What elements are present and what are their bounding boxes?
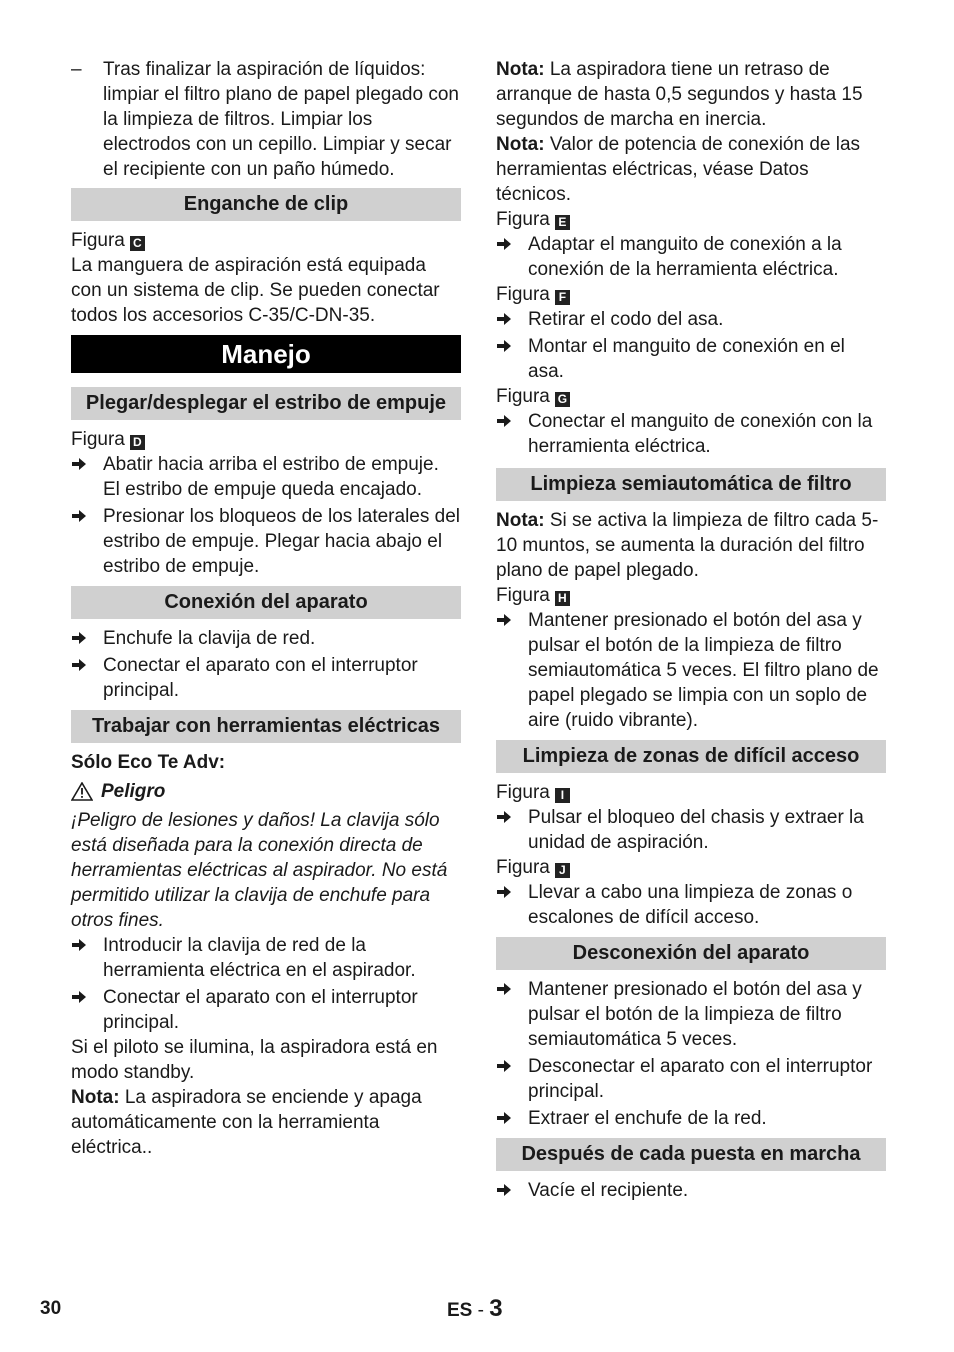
- step-list: [496, 977, 886, 1131]
- arrow-right-icon: [496, 608, 528, 733]
- note: Nota: Si se activa la limpieza de filtro cada 5-10 muntos, se aumenta la duración del filtro plano de papel plegado.: [496, 510, 879, 581]
- list-item: [496, 1054, 886, 1104]
- step-text: Abatir hacia arriba el estribo de empuje. El estribo de empuje queda encajado.: [103, 454, 439, 500]
- arrow-right-icon: [496, 1178, 528, 1203]
- step-list: [71, 626, 461, 703]
- step-text: Montar el manguito de conexión en el asa.: [528, 336, 845, 382]
- paragraph: Si el piloto se ilumina, la aspiradora está en modo standby.: [71, 1037, 438, 1083]
- warning-text: ¡Peligro de lesiones y daños! La clavija sólo está diseñada para la conexión directa de herramientas eléctricas al aspirador. No está permitido utilizar la clavija de enchufe para otros fines.: [71, 810, 448, 931]
- list-item: [496, 608, 886, 733]
- section-title-trabajar: Trabajar con herramientas eléctricas: [71, 710, 461, 743]
- step-list: [496, 608, 886, 733]
- list-item: [71, 653, 461, 703]
- list-item: [496, 409, 886, 459]
- arrow-right-icon: [496, 1054, 528, 1104]
- arrow-right-icon: [71, 985, 103, 1035]
- left-column: [71, 57, 461, 1160]
- page-number: 30: [40, 1298, 62, 1319]
- step-text: Llevar a cabo una limpieza de zonas o escalones de difícil acceso.: [528, 882, 853, 928]
- list-item: [71, 626, 461, 651]
- step-text: Desconectar el aparato con el interruptor principal.: [528, 1056, 873, 1102]
- step-text: Conectar el manguito de conexión con la herramienta eléctrica.: [528, 411, 873, 457]
- step-text: Extraer el enchufe de la red.: [528, 1108, 767, 1129]
- arrow-right-icon: [71, 452, 103, 502]
- figure-ref: Figura J: [496, 855, 886, 880]
- dash-marker: –: [71, 59, 82, 80]
- chapter-title-manejo: Manejo: [71, 335, 461, 373]
- step-text: Presionar los bloqueos de los laterales del estribo de empuje. Plegar hacia abajo el estribo de empuje.: [103, 506, 460, 577]
- figure-ref: Figura C: [71, 228, 461, 253]
- paragraph: La manguera de aspiración está equipada con un sistema de clip. Se pueden conectar todos los accesorios C-35/C-DN-35.: [71, 255, 440, 326]
- arrow-right-icon: [496, 409, 528, 459]
- subtitle: Sólo Eco Te Adv:: [71, 752, 226, 773]
- list-item: [71, 985, 461, 1035]
- figure-letter-icon: J: [555, 863, 570, 878]
- note: Nota: Valor de potencia de conexión de las herramientas eléctricas, véase Datos técnicos.: [496, 134, 861, 205]
- step-list: [496, 1178, 886, 1203]
- list-item: [496, 307, 886, 332]
- figure-letter-icon: C: [130, 236, 145, 251]
- step-list: [496, 307, 886, 384]
- figure-ref: Figura H: [496, 583, 886, 608]
- list-item: [71, 57, 461, 182]
- footer-lang: ES - 3: [447, 1295, 503, 1322]
- arrow-right-icon: [496, 805, 528, 855]
- list-item: [496, 880, 886, 930]
- figure-letter-icon: I: [555, 788, 570, 803]
- step-list: [496, 409, 886, 459]
- arrow-right-icon: [496, 880, 528, 930]
- figure-letter-icon: F: [555, 290, 570, 305]
- arrow-right-icon: [496, 977, 528, 1052]
- step-text: Mantener presionado el botón del asa y pulsar el botón de la limpieza de filtro semiautomática 5 veces. El filtro plano de papel plegado se limpia con un soplo de aire (ruido vibrante).: [528, 610, 879, 731]
- step-text: Enchufe la clavija de red.: [103, 628, 316, 649]
- figure-ref: Figura E: [496, 207, 886, 232]
- figure-letter-icon: D: [130, 435, 145, 450]
- step-list: [71, 933, 461, 1035]
- figure-ref: Figura G: [496, 384, 886, 409]
- step-text: Vacíe el recipiente.: [528, 1180, 689, 1201]
- section-title-semiautomatica: Limpieza semiautomática de filtro: [496, 468, 886, 501]
- step-list: [496, 232, 886, 282]
- section-title-desconexion: Desconexión del aparato: [496, 937, 886, 970]
- list-item: [496, 232, 886, 282]
- arrow-right-icon: [496, 1106, 528, 1131]
- step-text: Pulsar el bloqueo del chasis y extraer la unidad de aspiración.: [528, 807, 864, 853]
- right-column: [496, 57, 886, 1203]
- figure-letter-icon: H: [555, 591, 570, 606]
- step-text: Conectar el aparato con el interruptor principal.: [103, 655, 418, 701]
- list-item: [496, 334, 886, 384]
- step-text: Retirar el codo del asa.: [528, 309, 724, 330]
- section-title-enganche: Enganche de clip: [71, 188, 461, 221]
- figure-letter-icon: E: [555, 215, 570, 230]
- arrow-right-icon: [71, 653, 103, 703]
- list-item: [71, 933, 461, 983]
- arrow-right-icon: [71, 626, 103, 651]
- section-title-zonas: Limpieza de zonas de difícil acceso: [496, 740, 886, 773]
- note: Nota: La aspiradora se enciende y apaga automáticamente con la herramienta eléctrica..: [71, 1087, 422, 1158]
- intro-text: Tras finalizar la aspiración de líquidos: limpiar el filtro plano de papel plegado con la limpieza de filtros. Limpiar los electrodos con un cepillo. Limpiar y secar el recipiente con un paño húmedo.: [103, 59, 459, 180]
- section-title-conexion: Conexión del aparato: [71, 586, 461, 619]
- list-item: [496, 805, 886, 855]
- figure-letter-icon: G: [555, 392, 570, 407]
- note: Nota: La aspiradora tiene un retraso de arranque de hasta 0,5 segundos y hasta 15 segundos de marcha en inercia.: [496, 59, 863, 130]
- section-title-plegar: Plegar/desplegar el estribo de empuje: [71, 387, 461, 420]
- arrow-right-icon: [496, 232, 528, 282]
- list-item: [496, 1178, 886, 1203]
- list-item: [496, 1106, 886, 1131]
- warning-triangle-icon: [71, 782, 93, 801]
- step-text: Adaptar el manguito de conexión a la conexión de la herramienta eléctrica.: [528, 234, 842, 280]
- step-list: [496, 805, 886, 855]
- warning-heading: Peligro: [71, 779, 461, 804]
- arrow-right-icon: [71, 504, 103, 579]
- section-title-despues: Después de cada puesta en marcha: [496, 1138, 886, 1171]
- list-item: [496, 977, 886, 1052]
- arrow-right-icon: [496, 307, 528, 332]
- arrow-right-icon: [71, 933, 103, 983]
- step-list: [71, 452, 461, 579]
- step-text: Mantener presionado el botón del asa y pulsar el botón de la limpieza de filtro semiautomática 5 veces.: [528, 979, 862, 1050]
- figure-ref: Figura F: [496, 282, 886, 307]
- step-list: [496, 880, 886, 930]
- arrow-right-icon: [496, 334, 528, 384]
- list-item: [71, 452, 461, 502]
- list-item: [71, 504, 461, 579]
- step-text: Conectar el aparato con el interruptor principal.: [103, 987, 418, 1033]
- figure-ref: Figura I: [496, 780, 886, 805]
- step-text: Introducir la clavija de red de la herramienta eléctrica en el aspirador.: [103, 935, 416, 981]
- figure-ref: Figura D: [71, 427, 461, 452]
